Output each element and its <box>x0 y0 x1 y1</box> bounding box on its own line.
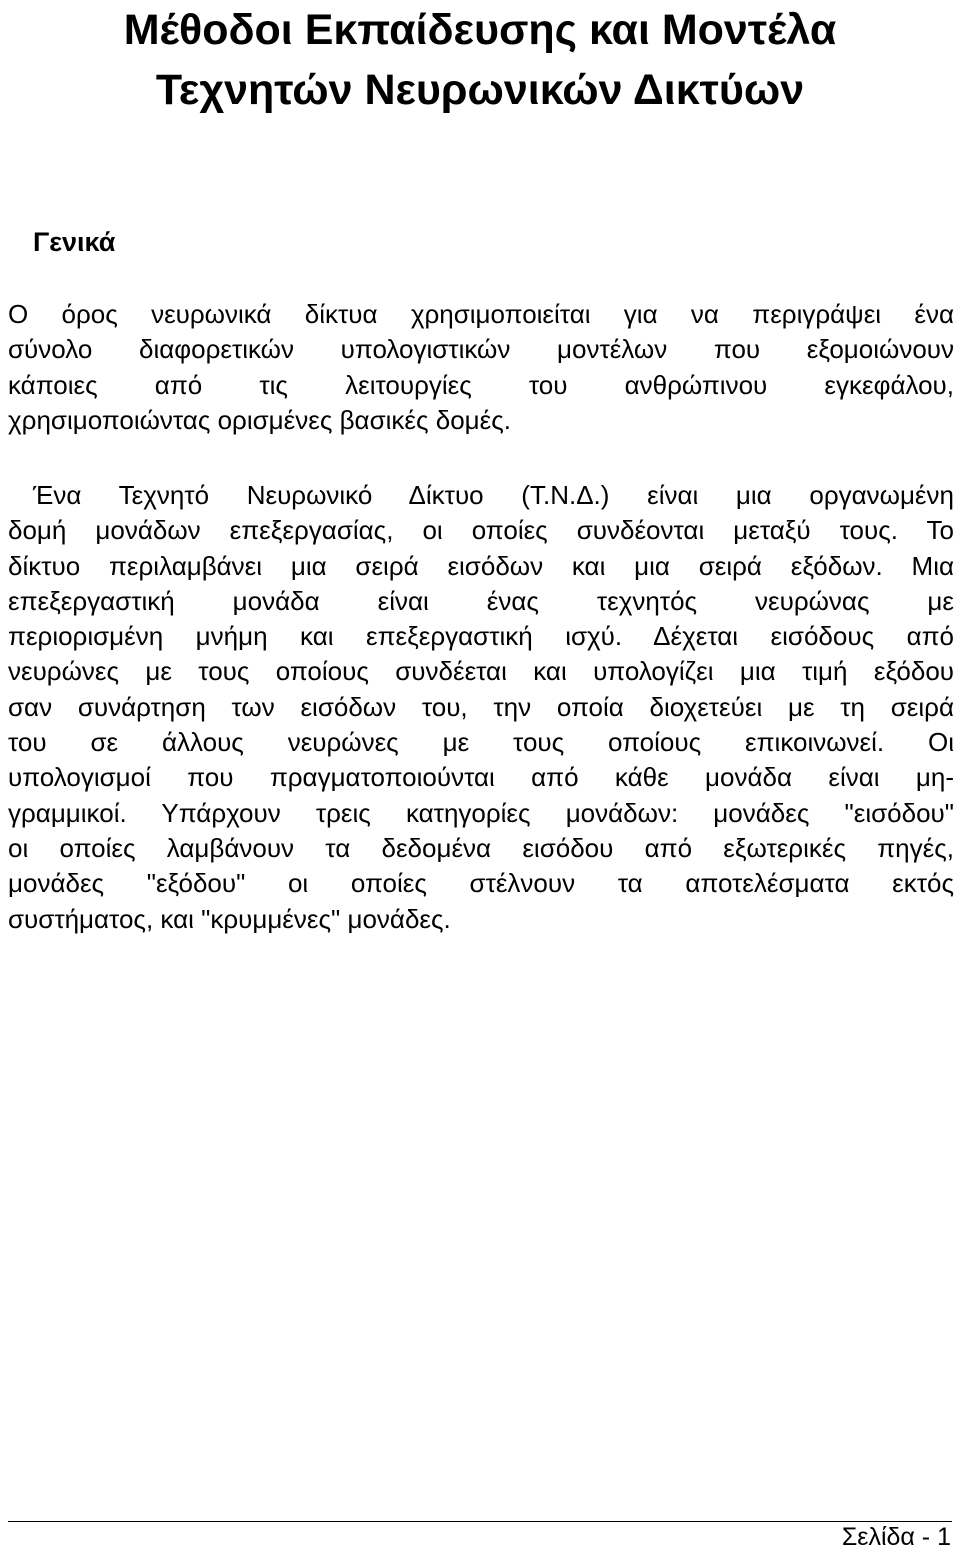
page-number: Σελίδα - 1 <box>841 1523 951 1551</box>
document-title-line-1: Μέθοδοι Εκπαίδευσης και Μοντέλα <box>123 6 837 54</box>
paragraph-line: Ο όρος νευρωνικά δίκτυα χρησιμοποιείται για να περιγράψει ένα <box>8 299 954 329</box>
paragraph-line: γραμμικοί. Υπάρχουν τρεις κατηγορίες μονάδων: μονάδες "εισόδου" <box>8 797 954 828</box>
paragraph-line: περιορισμένη μνήμη και επεξεργαστική ισχύ. Δέχεται εισόδους από <box>8 621 954 652</box>
paragraph-line: δίκτυο περιλαμβάνει μια σειρά εισόδων και μια σειρά εξόδων. Μια <box>8 550 954 581</box>
paragraph-line: του σε άλλους νευρώνες με τους οποίους επικοινωνεί. Οι <box>8 727 954 758</box>
paragraph-line: χρησιμοποιώντας ορισμένες βασικές δομές. <box>8 404 511 435</box>
document-title <box>40 0 920 120</box>
paragraph-line: νευρώνες με τους οποίους συνδέεται και υπολογίζει μια τιμή εξόδου <box>8 656 954 687</box>
section-heading: Γενικά <box>33 227 116 257</box>
footer-divider <box>8 1521 952 1522</box>
paragraph-line: μονάδες "εξόδου" οι οποίες στέλνουν τα αποτελέσματα εκτός <box>8 868 954 899</box>
paragraph-line: οι οποίες λαμβάνουν τα δεδομένα εισόδου από εξωτερικές πηγές, <box>8 832 954 863</box>
paragraph-definition <box>8 478 954 937</box>
paragraph-intro <box>8 297 954 438</box>
paragraph-line: Ένα Τεχνητό Νευρωνικό Δίκτυο (Τ.Ν.Δ.) είναι μια οργανωμένη <box>33 480 954 510</box>
paragraph-line: σύνολο διαφορετικών υπολογιστικών μοντέλων που εξομοιώνουν <box>8 334 954 365</box>
paragraph-line: επεξεργαστική μονάδα είναι ένας τεχνητός νευρώνας με <box>8 585 954 616</box>
paragraph-line: δομή μονάδων επεξεργασίας, οι οποίες συνδέονται μεταξύ τους. Το <box>8 515 954 546</box>
document-title-line-2: Τεχνητών Νευρωνικών Δικτύων <box>155 66 805 114</box>
paragraph-line: συστήματος, και "κρυμμένες" μονάδες. <box>8 903 451 934</box>
paragraph-line: υπολογισμοί που πραγματοποιούνται από κάθε μονάδα είναι μη- <box>8 762 954 793</box>
paragraph-line: σαν συνάρτηση των εισόδων του, την οποία διοχετεύει με τη σειρά <box>8 691 954 722</box>
paragraph-line: κάποιες από τις λειτουργίες του ανθρώπινου εγκεφάλου, <box>8 369 954 400</box>
